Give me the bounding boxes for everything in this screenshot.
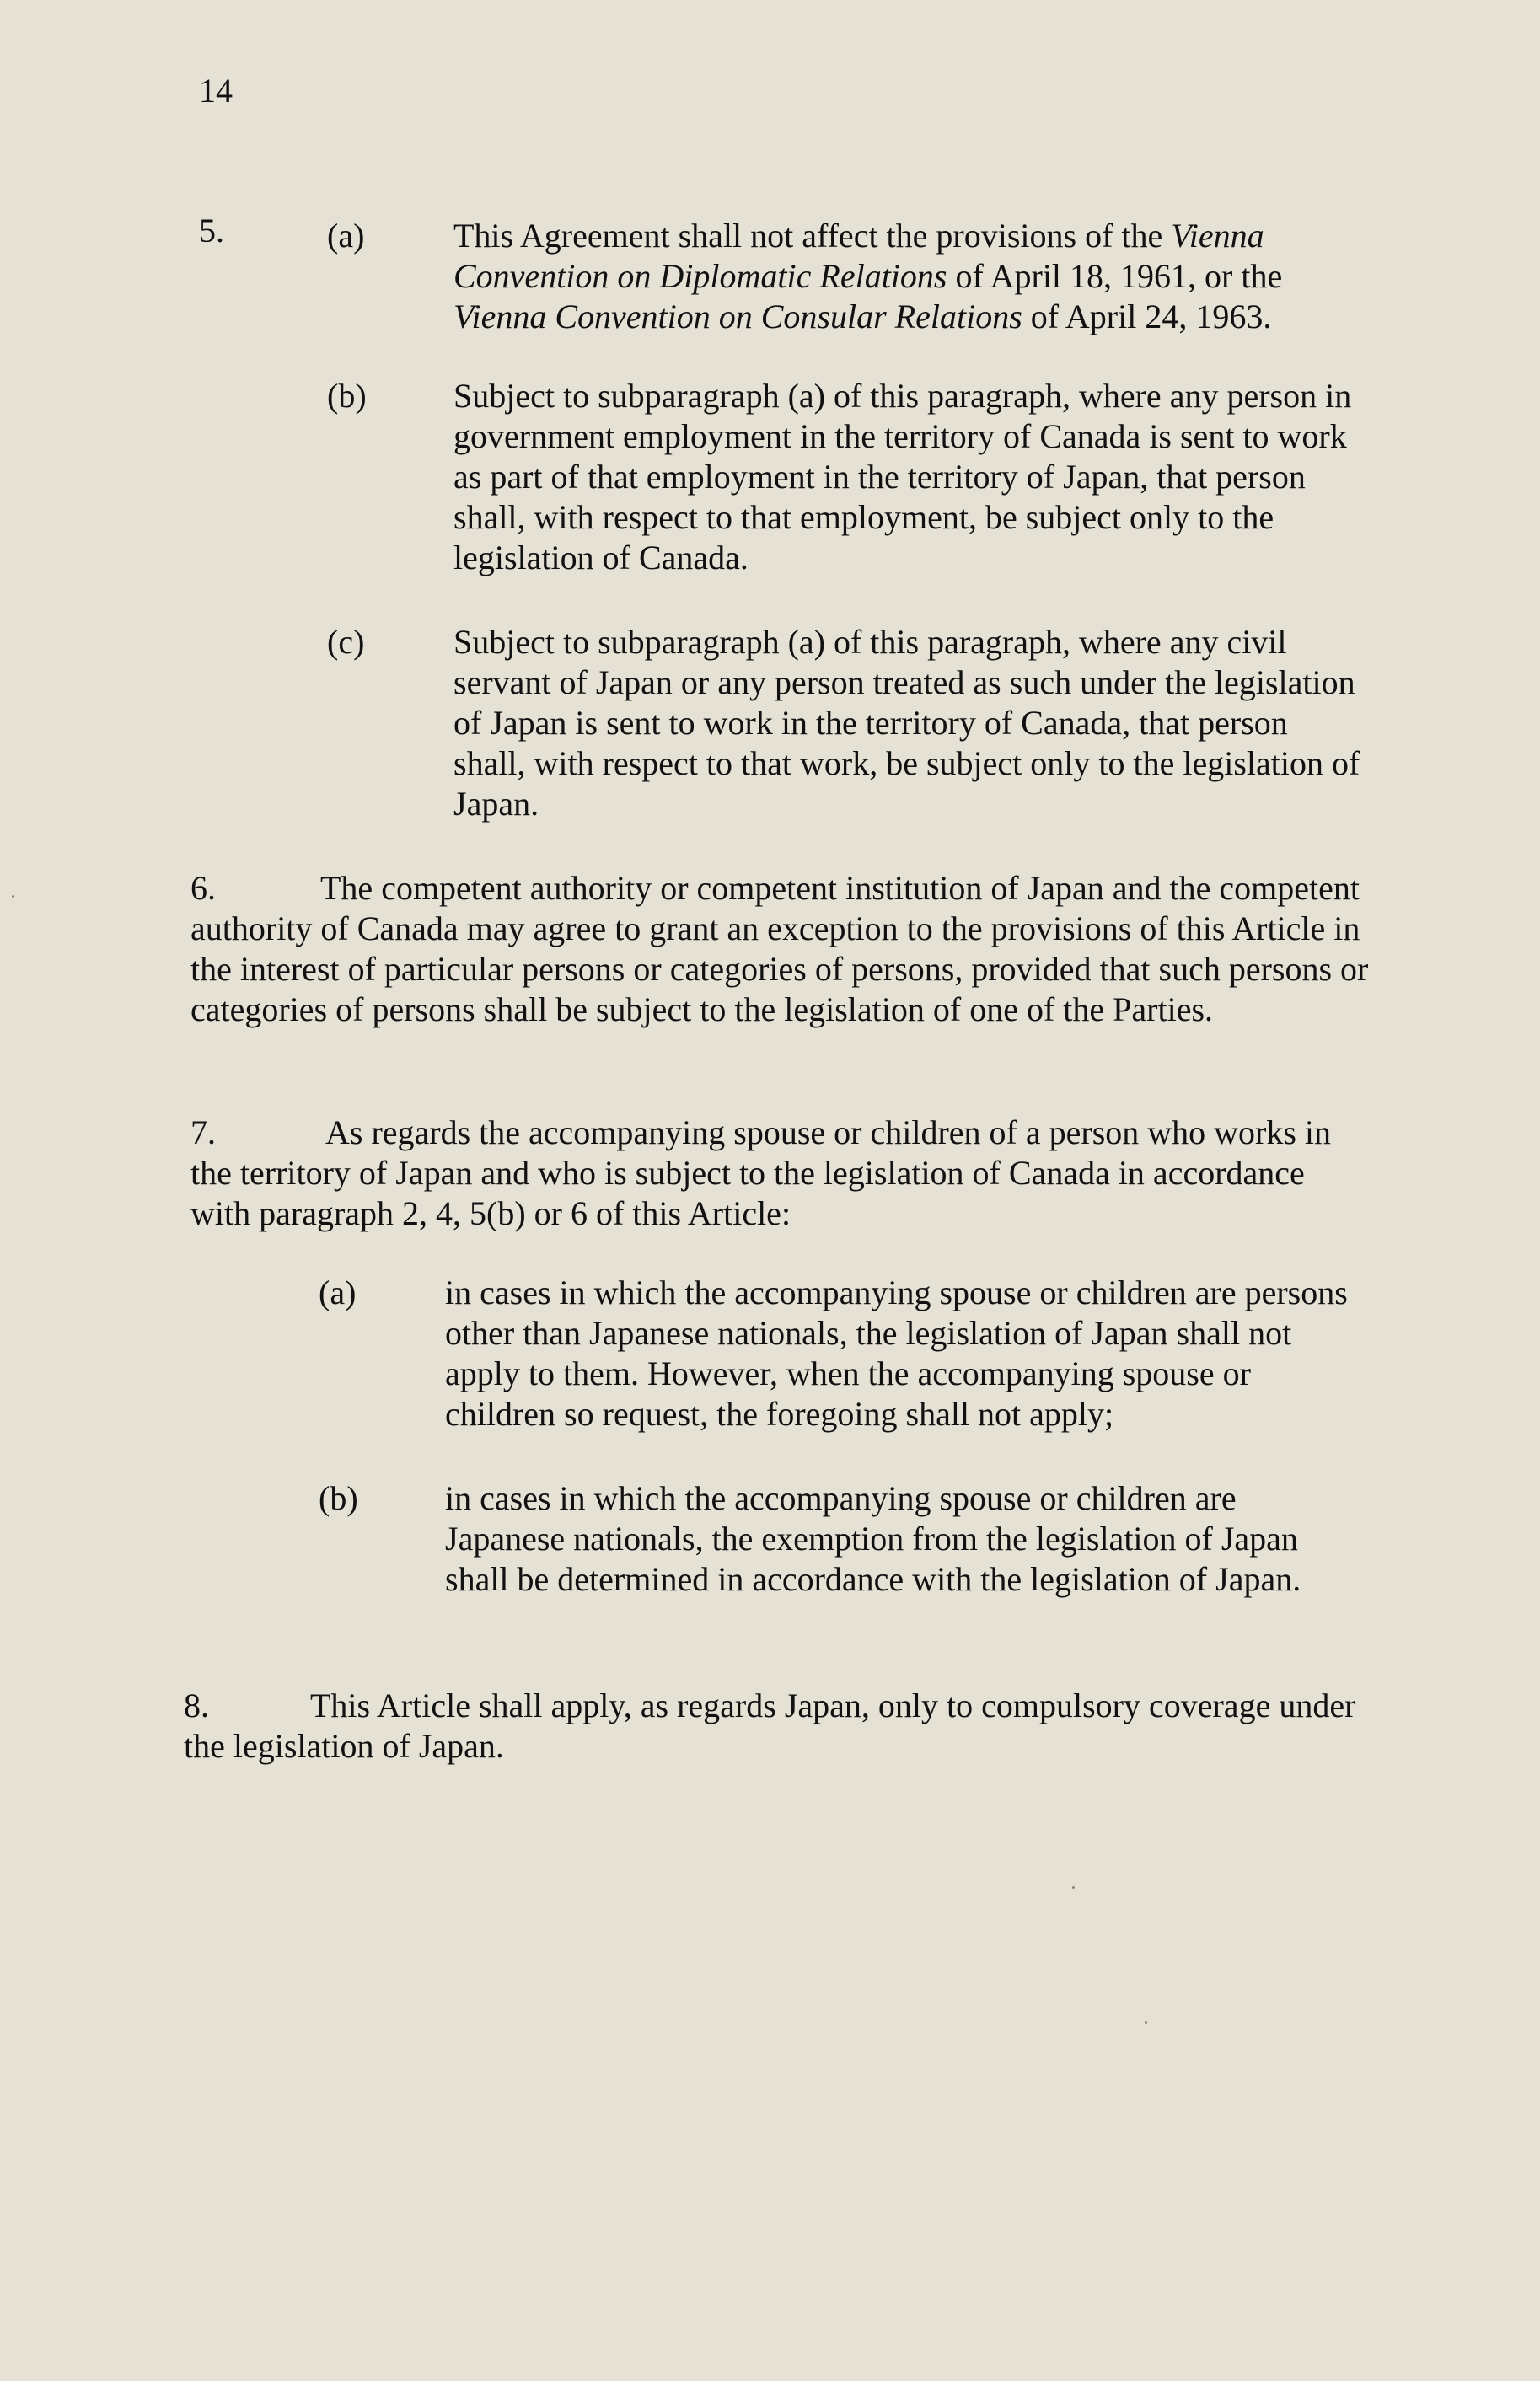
paragraph-7a-label: (a)	[319, 1274, 357, 1311]
paragraph-7-number: 7.	[190, 1113, 216, 1151]
paragraph-8-text: This Article shall apply, as regards Japan, only to compulsory coverage under the legislation of Japan.	[184, 1687, 1356, 1765]
paragraph-7-text: As regards the accompanying spouse or children of a person who works in the territory of Japan and who is subject to the legislation of Canada in accordance with paragraph 2, 4, 5(b) or 6 of this Article:	[190, 1113, 1332, 1232]
vienna-diplomatic-title: Vienna Convention on Diplomatic Relations	[453, 217, 1264, 295]
paragraph-6-number: 6.	[190, 869, 216, 907]
paragraph-5c-text: Subject to subparagraph (a) of this paragraph, where any civil servant of Japan or any person treated as such under the legislation of Japan is sent to work in the territory of Canada, that person shall, with respect to that work, be subject only to the legislation of Japan.	[453, 623, 1360, 823]
scan-speck	[12, 895, 14, 898]
paragraph-7b-label: (b)	[319, 1479, 358, 1517]
scan-speck	[1072, 1886, 1075, 1889]
paragraph-5b-text: Subject to subparagraph (a) of this paragraph, where any person in government employment in the territory of Canada is sent to work as part of that employment in the territory of Japan, that person shall, with respect to that employment, be subject only to the legislation of Canada.	[453, 377, 1352, 576]
paragraph-5b-label: (b)	[327, 377, 367, 415]
vienna-consular-title: Vienna Convention on Consular Relations	[453, 298, 1022, 335]
paragraph-7a-text: in cases in which the accompanying spouse or children are persons other than Japanese nationals, the legislation of Japan shall not apply to them. However, when the accompanying spouse or children so request, the foregoing shall not apply;	[445, 1274, 1348, 1433]
paragraph-8-number: 8.	[184, 1687, 209, 1724]
paragraph-6-text: The competent authority or competent institution of Japan and the competent authority of Canada may agree to grant an exception to the provisions of this Article in the interest of particular persons or categories of persons, provided that such persons or categories of persons shall be subject to the legislation of one of the Parties.	[190, 869, 1369, 1028]
page-number: 14	[199, 72, 233, 110]
paragraph-6	[190, 868, 1371, 1030]
paragraph-8	[184, 1686, 1364, 1767]
paragraph-5a-label: (a)	[327, 217, 365, 255]
paragraph-5-number: 5.	[199, 212, 224, 249]
paragraph-7	[190, 1113, 1371, 1234]
scan-speck	[1145, 2021, 1147, 2024]
paragraph-5a-text: This Agreement shall not affect the provisions of the Vienna Convention on Diplomatic Relations of April 18, 1961, or the Vienna Convention on Consular Relations of April 24, 1963.	[453, 217, 1283, 335]
paragraph-7b-text: in cases in which the accompanying spouse or children are Japanese nationals, the exemption from the legislation of Japan shall be determined in accordance with the legislation of Japan.	[445, 1479, 1301, 1598]
paragraph-5c-label: (c)	[327, 623, 365, 661]
